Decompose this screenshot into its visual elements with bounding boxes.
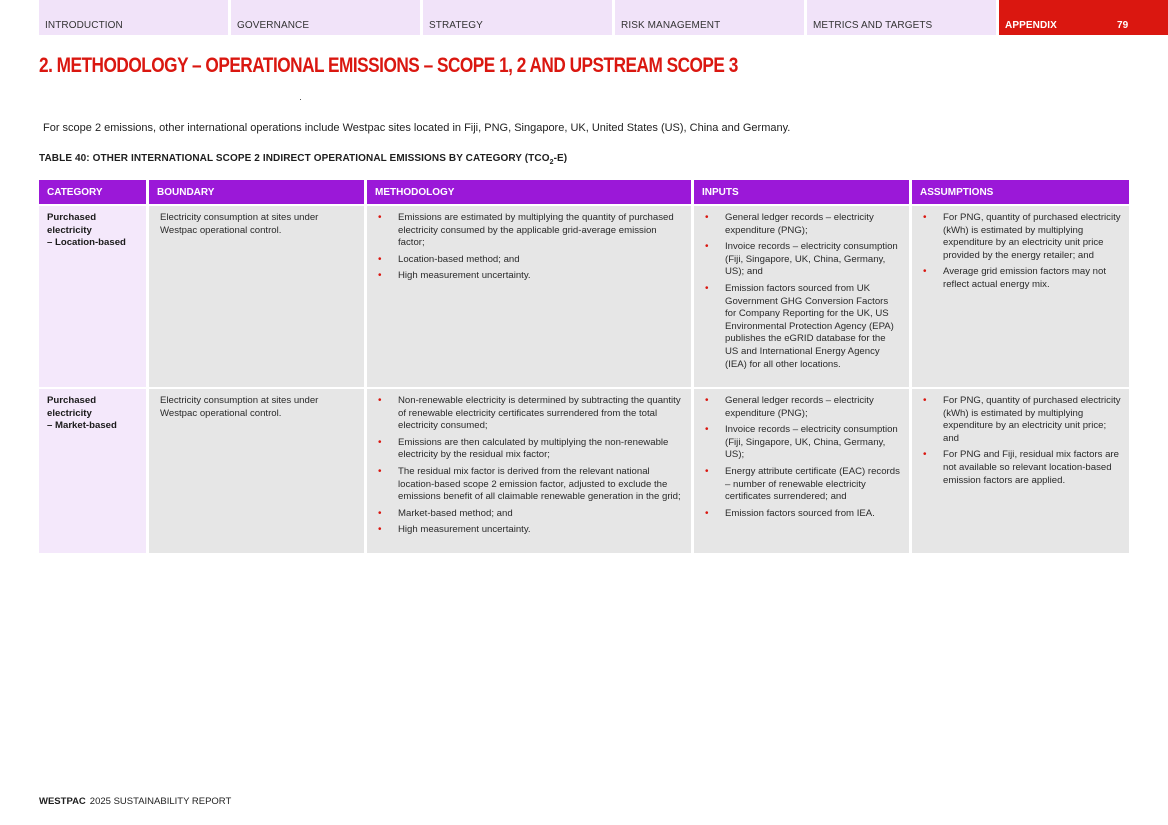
bullet-item: • For PNG, quantity of purchased electricity (kWh) is estimated by multiplying expenditure by an electricity unit price; and	[923, 395, 1121, 445]
bullet-item: • Emissions are estimated by multiplying the quantity of purchased electricity consumed by the applicable grid-average emission factor;	[378, 212, 683, 250]
stray-dot	[300, 99, 301, 100]
page-number: 79	[1117, 20, 1129, 31]
category-line: electricity	[47, 407, 92, 419]
assumptions-cell	[912, 206, 1129, 387]
bullet-item: • General ledger records – electricity expenditure (PNG);	[705, 212, 901, 237]
nav-tab-strategy[interactable]: STRATEGY	[423, 0, 612, 35]
category-line: electricity	[47, 224, 92, 236]
boundary-cell: Electricity consumption at sites under Westpac operational control.	[149, 206, 364, 387]
top-navigation	[39, 0, 1168, 35]
page-title: 2. METHODOLOGY – OPERATIONAL EMISSIONS – SCOPE 1, 2 AND UPSTREAM SCOPE 3	[39, 54, 738, 77]
bullet-item: • Average grid emission factors may not reflect actual energy mix.	[923, 266, 1121, 291]
table-row	[39, 206, 1129, 387]
boundary-cell: Electricity consumption at sites under Westpac operational control.	[149, 389, 364, 553]
nav-tab-appendix[interactable]	[999, 0, 1168, 35]
table-caption	[39, 153, 567, 166]
inputs-cell	[694, 389, 909, 553]
methodology-cell	[367, 206, 691, 387]
table-row	[39, 389, 1129, 553]
bullet-item: • Invoice records – electricity consumption (Fiji, Singapore, UK, China, Germany, US); and	[705, 241, 901, 279]
category-cell	[39, 206, 146, 387]
bullet-item: • Location-based method; and	[378, 254, 683, 267]
methodology-table	[39, 180, 1129, 553]
table-header-row	[39, 180, 1129, 204]
assumptions-cell	[912, 389, 1129, 553]
table-caption-subscript: 2	[549, 159, 554, 166]
bullet-item: • High measurement uncertainty.	[378, 270, 683, 283]
bullet-item: • Emission factors sourced from IEA.	[705, 508, 901, 521]
nav-tab-governance[interactable]: GOVERNANCE	[231, 0, 420, 35]
header-inputs: INPUTS	[694, 180, 909, 204]
header-methodology: METHODOLOGY	[367, 180, 691, 204]
category-line: Purchased	[47, 212, 97, 223]
footer-report-title: 2025 SUSTAINABILITY REPORT	[89, 796, 232, 807]
bullet-item: • Emissions are then calculated by multiplying the non-renewable electricity by the residual mix factor;	[378, 437, 683, 462]
footer-brand: WESTPAC	[39, 796, 86, 807]
bullet-item: • For PNG, quantity of purchased electricity (kWh) is estimated by multiplying expenditure by an electricity unit price provided by the energy retailer; and	[923, 212, 1121, 262]
bullet-item: • For PNG and Fiji, residual mix factors are not available so relevant location-based emission factors are applied.	[923, 449, 1121, 487]
category-line: Purchased	[47, 395, 97, 406]
header-category: CATEGORY	[39, 180, 146, 204]
header-boundary: BOUNDARY	[149, 180, 364, 204]
category-line: – Location-based	[47, 237, 126, 249]
inputs-cell	[694, 206, 909, 387]
bullet-item: • General ledger records – electricity expenditure (PNG);	[705, 395, 901, 420]
nav-tab-metrics-and-targets[interactable]: METRICS AND TARGETS	[807, 0, 996, 35]
table-caption-main: TABLE 40: OTHER INTERNATIONAL SCOPE 2 INDIRECT OPERATIONAL EMISSIONS BY CATEGORY (TCO	[39, 153, 550, 164]
bullet-item: • Emission factors sourced from UK Government GHG Conversion Factors for Company Reporting for the UK, US Environmental Protection Agency (EPA) publishes the eGRID database for the US and International Energy Agency (IEA) for all other locations.	[705, 283, 901, 371]
page-footer	[39, 796, 231, 807]
bullet-item: • Non-renewable electricity is determined by subtracting the quantity of renewable electricity certificates surrendered from the total electricity consumed;	[378, 395, 683, 433]
bullet-item: • High measurement uncertainty.	[378, 524, 683, 537]
bullet-item: • Market-based method; and	[378, 508, 683, 521]
header-assumptions: ASSUMPTIONS	[912, 180, 1129, 204]
bullet-item: • The residual mix factor is derived from the relevant national location-based scope 2 emission factor, adjusted to exclude the emissions benefit of all claimable renewable generation in the grid;	[378, 466, 683, 504]
nav-tab-risk-management[interactable]: RISK MANAGEMENT	[615, 0, 804, 35]
bullet-item: • Energy attribute certificate (EAC) records – number of renewable electricity certificates surrendered; and	[705, 466, 901, 504]
category-line: – Market-based	[47, 420, 117, 432]
table-caption-end: -E)	[553, 153, 568, 164]
category-cell	[39, 389, 146, 553]
nav-tab-appendix-label: APPENDIX	[1005, 20, 1057, 31]
intro-paragraph: For scope 2 emissions, other international operations include Westpac sites located in Fiji, PNG, Singapore, UK, United States (US), China and Germany.	[43, 122, 791, 134]
bullet-item: • Invoice records – electricity consumption (Fiji, Singapore, UK, China, Germany, US);	[705, 424, 901, 462]
nav-tab-introduction[interactable]: INTRODUCTION	[39, 0, 228, 35]
methodology-cell	[367, 389, 691, 553]
